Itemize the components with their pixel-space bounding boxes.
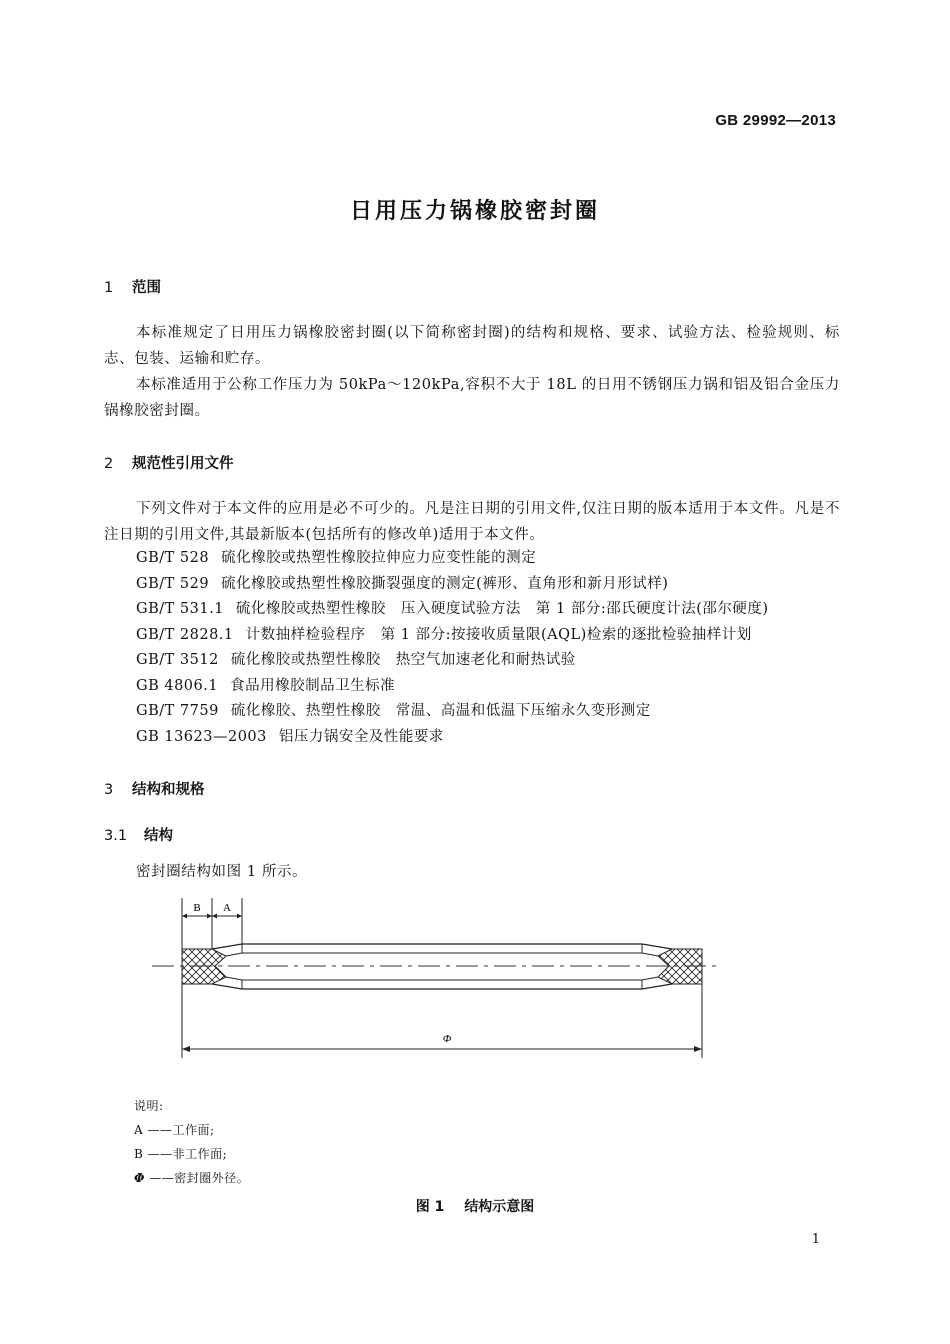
legend-desc: ——密封圈外径。 <box>149 1171 250 1185</box>
reference-code: GB/T 2828.1 <box>136 626 234 643</box>
standard-number: GB 29992—2013 <box>715 112 836 129</box>
reference-title: 硫化橡胶、热塑性橡胶 常温、高温和低温下压缩永久变形测定 <box>230 703 651 719</box>
page-number: 1 <box>811 1232 820 1247</box>
reference-code: GB/T 529 <box>136 575 210 592</box>
document-title: 日用压力锅橡胶密封圈 <box>349 199 600 224</box>
legend-item <box>134 1166 249 1190</box>
subsection-number: 3.1 <box>104 828 128 844</box>
reference-code: GB/T 528 <box>136 550 210 566</box>
reference-title: 硫化橡胶或热塑性橡胶 热空气加速老化和耐热试验 <box>230 652 576 668</box>
section-number: 2 <box>104 456 114 472</box>
references-intro: 下列文件对于本文件的应用是必不可少的。凡是注日期的引用文件,仅注日期的版本适用于本文件。凡是不注日期的引用文件,其最新版本(包括所有的修改单)适用于本文件。 <box>104 501 840 543</box>
reference-code: GB/T 531.1 <box>136 601 224 617</box>
figure-caption-number: 图 1 <box>415 1199 445 1215</box>
legend-key: Φ <box>134 1171 145 1185</box>
reference-code: GB 4806.1 <box>136 677 219 694</box>
legend-key: A <box>134 1123 144 1137</box>
legend-item <box>134 1142 249 1166</box>
section-number: 1 <box>104 280 114 296</box>
reference-code: GB/T 3512 <box>136 652 219 668</box>
section-number: 3 <box>104 782 114 798</box>
structure-text: 密封圈结构如图 1 所示。 <box>136 864 308 880</box>
subsection-title: 结构 <box>144 828 173 844</box>
reference-title: 铝压力锅安全及性能要求 <box>278 728 444 745</box>
reference-title: 硫化橡胶或热塑性橡胶撕裂强度的测定(裤形、直角形和新月形试样) <box>221 575 669 592</box>
reference-title: 硫化橡胶或热塑性橡胶拉伸应力应变性能的测定 <box>221 550 537 566</box>
figure-caption <box>0 1196 950 1216</box>
reference-title: 计数抽样检验程序 第 1 部分:按接收质量限(AQL)检索的逐批检验抽样计划 <box>245 626 752 643</box>
label-phi: Φ <box>442 1033 452 1045</box>
figure-caption-text: 结构示意图 <box>464 1199 535 1215</box>
section-title: 规范性引用文件 <box>132 456 234 472</box>
scope-paragraph-2: 本标准适用于公称工作压力为 50kPa～120kPa,容积不大于 18L 的日用不锈钢压力锅和铝及铝合金压力锅橡胶密封圈。 <box>104 377 840 419</box>
reference-title: 硫化橡胶或热塑性橡胶 压入硬度试验方法 第 1 部分:邵氏硬度计法(邵尔硬度) <box>235 601 769 617</box>
label-b: B <box>193 902 201 914</box>
legend-desc: ——非工作面; <box>147 1147 228 1161</box>
ring-top-outline <box>212 944 672 949</box>
reference-code: GB 13623—2003 <box>136 728 267 745</box>
legend-item <box>134 1118 249 1142</box>
reference-code: GB/T 7759 <box>136 703 219 719</box>
figure-legend <box>134 1094 249 1190</box>
legend-desc: ——工作面; <box>147 1123 215 1137</box>
label-a: A <box>223 902 231 914</box>
reference-title: 食品用橡胶制品卫生标准 <box>230 677 396 694</box>
ring-inner-top <box>226 953 658 956</box>
legend-title: 说明: <box>134 1099 164 1113</box>
legend-key: B <box>134 1147 144 1161</box>
section-title: 结构和规格 <box>132 782 205 798</box>
section-title: 范围 <box>132 280 161 296</box>
scope-paragraph-1: 本标准规定了日用压力锅橡胶密封圈(以下简称密封圈)的结构和规格、要求、试验方法、检验规则、标志、包装、运输和贮存。 <box>104 325 840 367</box>
ring-bottom-outline <box>212 984 672 989</box>
ring-inner-bottom <box>226 977 658 980</box>
